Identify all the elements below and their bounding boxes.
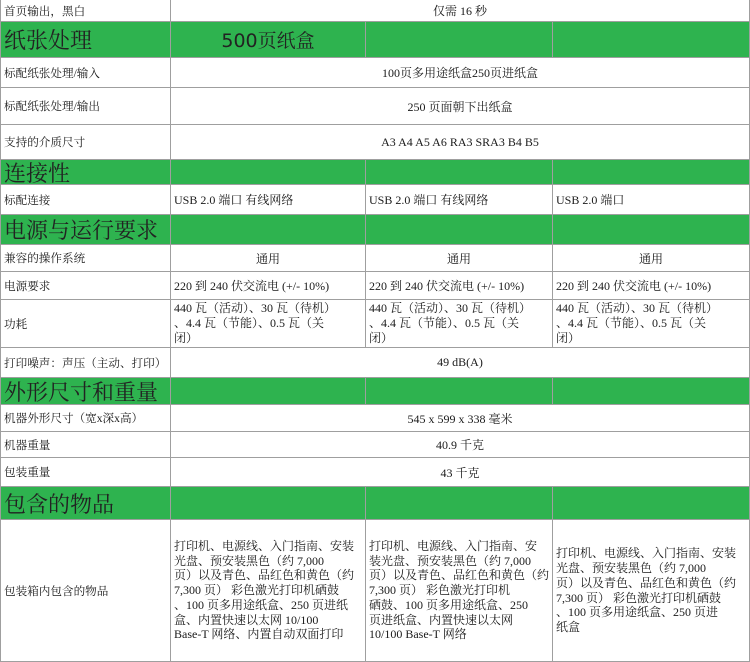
value-paper-input: 100页多用途纸盒250页进纸盒 bbox=[171, 58, 750, 88]
label-first-page-out: 首页输出，黑白 bbox=[1, 0, 171, 22]
text-line: 、4.4 瓦（节能）、0.5 瓦（关 bbox=[174, 316, 325, 330]
section-blank-cell bbox=[366, 215, 553, 245]
text-line: 装光盘、预安装黑色（约 7,000 bbox=[369, 553, 532, 568]
value-standard-connectivity-3: USB 2.0 端口 bbox=[553, 185, 750, 215]
value-compatible-os-1: 通用 bbox=[171, 245, 366, 272]
text-line: 盒、内置快速以太网 10/100 bbox=[174, 612, 319, 627]
value-noise: 49 dB(A) bbox=[171, 348, 750, 378]
value-power-consumption-1 bbox=[171, 300, 366, 348]
value-compatible-os-2: 通用 bbox=[366, 245, 553, 272]
section-blank-cell bbox=[553, 215, 750, 245]
section-title-power-operating: 电源与运行要求 bbox=[1, 215, 171, 245]
section-blank-cell bbox=[171, 215, 366, 245]
text-line: 打印机、电源线、入门指南、安 bbox=[369, 539, 538, 554]
text-line: 7,300 页） 彩色激光打印机 bbox=[369, 583, 511, 598]
label-package-weight: 包装重量 bbox=[1, 458, 171, 487]
text-line: 硒鼓、100 页多用途纸盒、250 bbox=[369, 597, 529, 612]
value-standard-connectivity-1: USB 2.0 端口 有线网络 bbox=[171, 185, 366, 215]
section-blank-cell bbox=[553, 22, 750, 58]
value-power-requirements-3: 220 到 240 伏交流电 (+/- 10%) bbox=[553, 272, 750, 300]
value-power-requirements-2: 220 到 240 伏交流电 (+/- 10%) bbox=[366, 272, 553, 300]
section-title-dimensions-weight: 外形尺寸和重量 bbox=[1, 378, 171, 405]
text-line: 440 瓦（活动）、30 瓦（待机） bbox=[369, 301, 532, 315]
section-blank-cell bbox=[171, 378, 366, 405]
label-compatible-os: 兼容的操作系统 bbox=[1, 245, 171, 272]
text-line: 、4.4 瓦（节能）、0.5 瓦（关 bbox=[369, 316, 520, 330]
text-line: 页）以及青色、品红色和黄色（约 bbox=[556, 575, 737, 590]
value-box-contents-3 bbox=[553, 520, 750, 662]
text-line: 光盘、预安装黑色（约 7,000 bbox=[174, 553, 325, 568]
section-title-paper-handling: 纸张处理 bbox=[1, 22, 171, 58]
value-standard-connectivity-2: USB 2.0 端口 有线网络 bbox=[366, 185, 553, 215]
label-standard-connectivity: 标配连接 bbox=[1, 185, 171, 215]
text-line: 10/100 Base-T 网络 bbox=[369, 627, 467, 642]
value-first-page-out: 仅需 16 秒 bbox=[171, 0, 750, 22]
section-note-500-sheet-tray: 500页纸盒 bbox=[171, 22, 366, 58]
text-line: 纸盒 bbox=[556, 619, 581, 634]
value-package-weight: 43 千克 bbox=[171, 458, 750, 487]
section-blank-cell bbox=[366, 378, 553, 405]
text-line: Base-T 网络、内置自动双面打印 bbox=[174, 627, 344, 642]
section-blank-cell bbox=[366, 22, 553, 58]
text-line: 光盘、预安装黑色（约 7,000 bbox=[556, 561, 707, 576]
section-title-whats-included: 包含的物品 bbox=[1, 487, 171, 520]
text-line: 、100 页多用途纸盒、250 页进 bbox=[556, 605, 719, 620]
label-noise: 打印噪声：声压（主动、打印） bbox=[1, 348, 171, 378]
text-line: 闭） bbox=[369, 331, 394, 345]
section-blank-cell bbox=[171, 160, 366, 185]
value-weight: 40.9 千克 bbox=[171, 432, 750, 458]
value-paper-output: 250 页面朝下出纸盒 bbox=[171, 88, 750, 125]
section-blank-cell bbox=[553, 160, 750, 185]
text-line: 7,300 页） 彩色激光打印机硒鼓 bbox=[174, 583, 340, 598]
text-line: 、4.4 瓦（节能）、0.5 瓦（关 bbox=[556, 316, 707, 330]
text-line: 闭） bbox=[174, 331, 199, 345]
label-weight: 机器重量 bbox=[1, 432, 171, 458]
label-power-requirements: 电源要求 bbox=[1, 272, 171, 300]
section-title-connectivity: 连接性 bbox=[1, 160, 171, 185]
section-blank-cell bbox=[366, 160, 553, 185]
section-blank-cell bbox=[366, 487, 553, 520]
section-blank-cell bbox=[553, 378, 750, 405]
label-media-sizes: 支持的介质尺寸 bbox=[1, 125, 171, 160]
label-paper-output: 标配纸张处理/输出 bbox=[1, 88, 171, 125]
value-dimensions: 545 x 599 x 338 毫米 bbox=[171, 405, 750, 432]
label-paper-input: 标配纸张处理/输入 bbox=[1, 58, 171, 88]
text-line: 、100 页多用途纸盒、250 页进纸 bbox=[174, 597, 349, 612]
label-power-consumption: 功耗 bbox=[1, 300, 171, 348]
value-box-contents-1 bbox=[171, 520, 366, 662]
section-blank-cell bbox=[553, 487, 750, 520]
text-line: 页）以及青色、品红色和黄色（约 bbox=[369, 568, 550, 583]
text-line: 打印机、电源线、入门指南、安装 bbox=[174, 539, 355, 554]
text-line: 打印机、电源线、入门指南、安装 bbox=[556, 546, 737, 561]
value-power-consumption-3 bbox=[553, 300, 750, 348]
label-box-contents: 包装箱内包含的物品 bbox=[1, 520, 171, 662]
section-blank-cell bbox=[171, 487, 366, 520]
value-media-sizes: A3 A4 A5 A6 RA3 SRA3 B4 B5 bbox=[171, 125, 750, 160]
text-line: 页进纸盒、内置快速以太网 bbox=[369, 612, 514, 627]
text-line: 闭） bbox=[556, 331, 581, 345]
text-line: 7,300 页） 彩色激光打印机硒鼓 bbox=[556, 590, 722, 605]
value-box-contents-2 bbox=[366, 520, 553, 662]
text-line: 440 瓦（活动）、30 瓦（待机） bbox=[174, 301, 337, 315]
label-dimensions: 机器外形尺寸（宽x深x高） bbox=[1, 405, 171, 432]
value-power-requirements-1: 220 到 240 伏交流电 (+/- 10%) bbox=[171, 272, 366, 300]
text-line: 440 瓦（活动）、30 瓦（待机） bbox=[556, 301, 719, 315]
value-power-consumption-2 bbox=[366, 300, 553, 348]
text-line: 页）以及青色、品红色和黄色（约 bbox=[174, 568, 355, 583]
value-compatible-os-3: 通用 bbox=[553, 245, 750, 272]
